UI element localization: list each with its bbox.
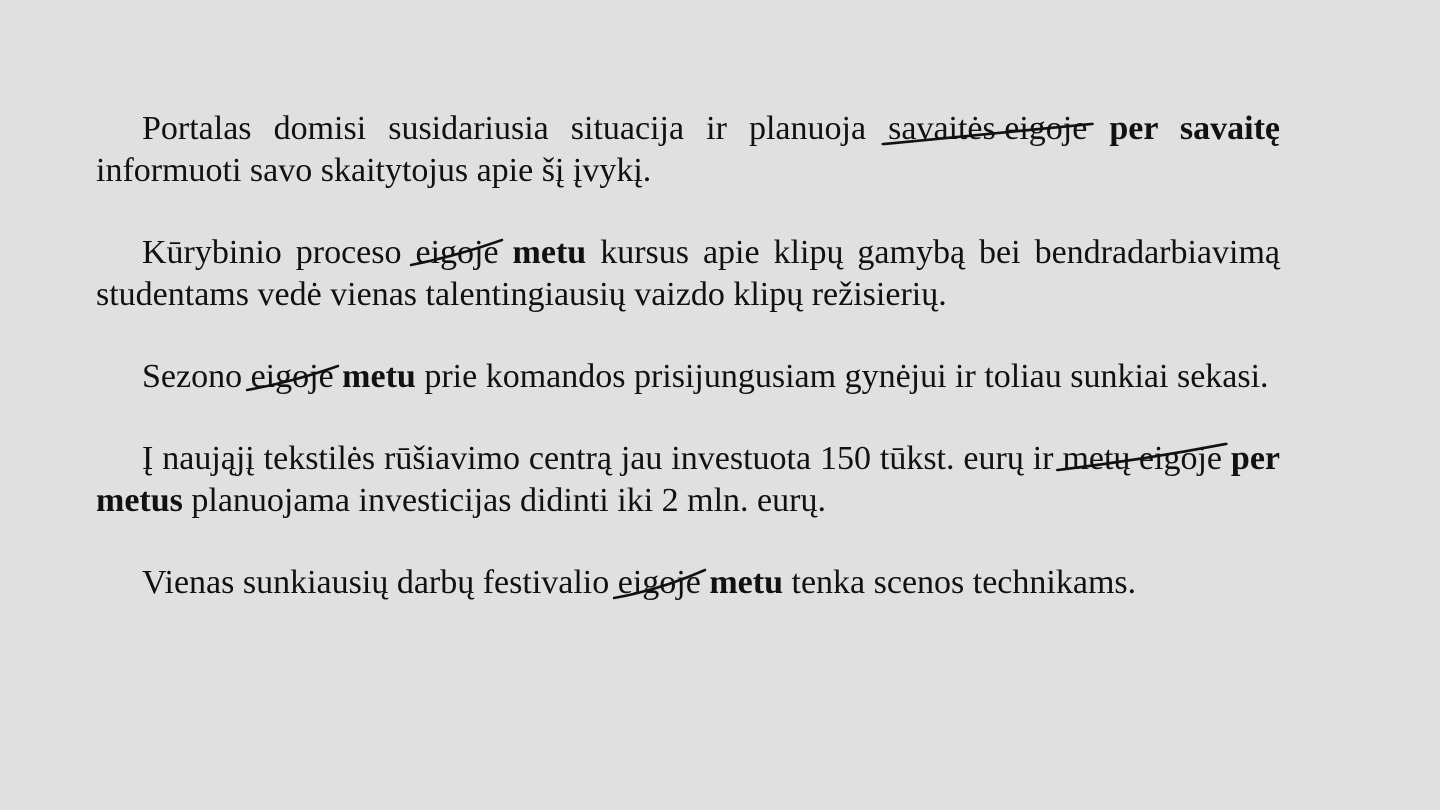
paragraph-text-before: Vienas sunkiausių darbų festivalio [142, 564, 610, 601]
example-paragraph-5 [96, 562, 1280, 604]
paragraph-text-before: Kūrybinio proceso [142, 234, 402, 271]
paragraph-text-before: Į naująjį tekstilės rūšiavimo centrą jau investuota 150 tūkst. eurų ir [142, 440, 1054, 477]
paragraph-text-after: informuoti savo skaitytojus apie šį įvykį. [96, 152, 652, 189]
paragraph-text-after: planuojama investicijas didinti iki 2 mln. eurų. [191, 482, 826, 519]
struck-phrase [618, 562, 701, 604]
struck-text: eigoje [617, 564, 701, 601]
struck-text: savaitės eigoje [888, 110, 1088, 147]
struck-text: eigoje [415, 234, 499, 271]
replacement-phrase: per savaitę [1109, 110, 1281, 147]
struck-text: eigoje [250, 358, 334, 395]
struck-text: metų eigoje [1062, 440, 1222, 477]
example-paragraph-4 [96, 438, 1280, 522]
correction-slide [96, 108, 1280, 604]
paragraph-text-before: Sezono [142, 358, 243, 395]
example-paragraph-1 [96, 108, 1280, 192]
replacement-phrase: metu [709, 564, 783, 601]
replacement-phrase: metu [512, 234, 587, 271]
replacement-phrase: per metus [96, 440, 1281, 519]
paragraph-text-after: tenka scenos technikams. [791, 564, 1137, 601]
paragraph-text-after: prie komandos prisijungusiam gynėjui ir toliau sunkiai sekasi. [424, 358, 1269, 395]
example-paragraph-3 [96, 356, 1280, 398]
paragraph-text-before: Portalas domisi susidariusia situacija ir planuoja [142, 110, 867, 147]
struck-phrase [415, 232, 498, 274]
replacement-phrase: metu [342, 358, 416, 395]
example-paragraph-2 [96, 232, 1280, 316]
paragraph-text-after: kursus apie klipų gamybą bei bendradarbiavimą studentams vedė vienas talentingiausių vaizdo klipų režisierių. [96, 234, 1281, 313]
struck-phrase [251, 356, 334, 398]
struck-phrase [888, 108, 1087, 150]
struck-phrase [1062, 438, 1222, 480]
